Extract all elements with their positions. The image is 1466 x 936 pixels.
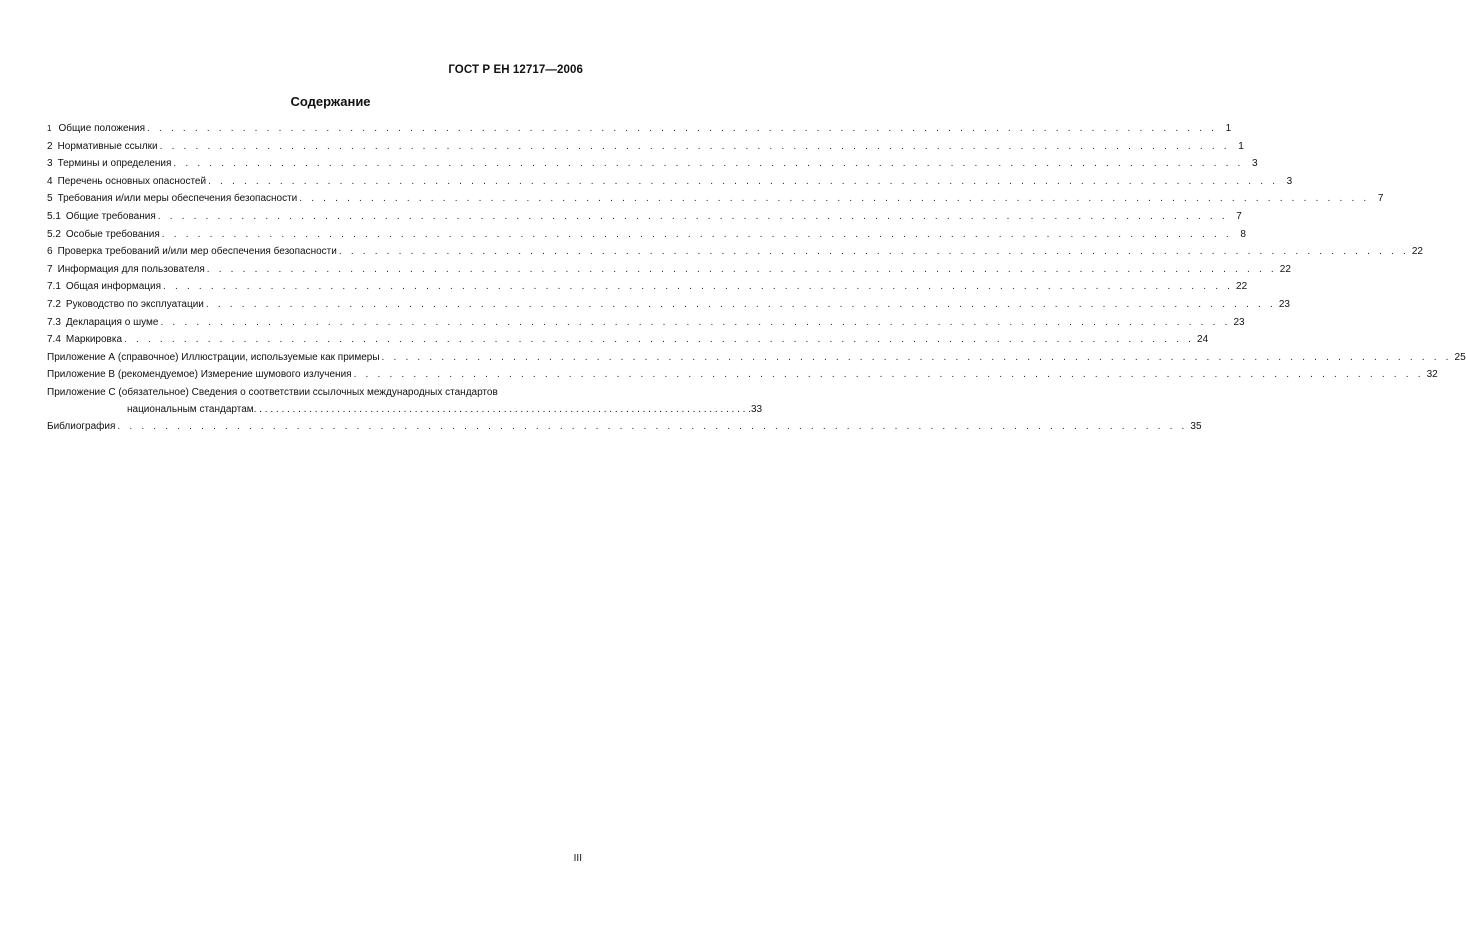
toc-dot-leader: . . . . . . . . . . . . . . . . . . . . . . . . . . . . . . . . . . . . . . . . . . . . . . . . . . . . . . . . . . . . . . . . . . . . . . . . . . . . . . . . . . . . . . . . . . [159, 140, 1230, 152]
toc-entry-title: Библиография [47, 420, 116, 432]
toc-entry-number: 2 [47, 140, 53, 152]
toc-dot-leader: . . . . . . . . . . . . . . . . . . . . . . . . . . . . . . . . . . . . . . . . . . . . . . . . . . . . . . . . . . . . . . . . . . . . . . . . . . . . . . . . . . . . . . . . . . [253, 403, 751, 415]
toc-dot-leader: . . . . . . . . . . . . . . . . . . . . . . . . . . . . . . . . . . . . . . . . . . . . . . . . . . . . . . . . . . . . . . . . . . . . . . . . . . . . . . . . . . . . . . . . . . [205, 298, 1276, 310]
toc-entry-page: 7 [1236, 210, 1242, 222]
toc-entry-title: Общие требования [65, 210, 156, 222]
toc-entry-title: Перечень основных опасностей [57, 175, 207, 187]
document-code: ГОСТ Р ЕН 12717—2006 [448, 64, 583, 76]
toc-dot-leader: . . . . . . . . . . . . . . . . . . . . . . . . . . . . . . . . . . . . . . . . . . . . . . . . . . . . . . . . . . . . . . . . . . . . . . . . . . . . . . . . . . . . . . . . . . [117, 420, 1188, 432]
toc-entry-page: 24 [1197, 334, 1209, 346]
toc-entry-title: Термины и определения [57, 158, 172, 170]
toc-entry-bibliography[interactable] [47, 418, 1202, 436]
toc-dot-leader: . . . . . . . . . . . . . . . . . . . . . . . . . . . . . . . . . . . . . . . . . . . . . . . . . . . . . . . . . . . . . . . . . . . . . . . . . . . . . . . . . . . . . . . . . . [173, 158, 1244, 170]
toc-entry-page: 1 [1238, 140, 1244, 152]
toc-entry-page: 25 [1454, 351, 1466, 363]
toc-entry-number: 5 [47, 193, 53, 205]
toc-entry[interactable] [47, 261, 1291, 279]
toc-entry-number: 6 [47, 246, 53, 258]
table-of-contents [47, 120, 1466, 436]
toc-entry[interactable] [47, 314, 1245, 332]
toc-entry[interactable] [47, 120, 1232, 138]
toc-entry-number: 1 [47, 124, 52, 133]
toc-entry-number: 7.1 [47, 281, 61, 293]
toc-entry[interactable] [47, 278, 1248, 296]
toc-entry-title: Особые требования [65, 228, 160, 240]
toc-entry-number: 4 [47, 175, 53, 187]
toc-entry-title-line1: Приложение С (обязательное) Сведения о соответствии ссылочных международных стандартов [47, 386, 498, 398]
toc-entry-number: 7.3 [47, 316, 61, 328]
toc-dot-leader: . . . . . . . . . . . . . . . . . . . . . . . . . . . . . . . . . . . . . . . . . . . . . . . . . . . . . . . . . . . . . . . . . . . . . . . . . . . . . . . . . . . . . . . . . . [353, 369, 1424, 381]
toc-entry[interactable] [47, 208, 1242, 226]
toc-entry-page: 32 [1426, 369, 1438, 381]
toc-entry-page: 3 [1251, 158, 1258, 170]
toc-dot-leader: . . . . . . . . . . . . . . . . . . . . . . . . . . . . . . . . . . . . . . . . . . . . . . . . . . . . . . . . . . . . . . . . . . . . . . . . . . . . . . . . . . . . . . . . . . [160, 316, 1231, 328]
toc-entry-appendix-c[interactable] [47, 384, 763, 418]
toc-entry-title-line2: национальным стандартам [127, 403, 254, 415]
toc-entry-page: 23 [1278, 298, 1290, 310]
toc-entry-number: 5.1 [47, 210, 61, 222]
toc-entry-title: Приложение А (справочное) Иллюстрации, используемые как примеры [47, 351, 380, 363]
toc-entry[interactable] [47, 243, 1423, 261]
toc-entry-number: 7.2 [47, 298, 61, 310]
toc-title: Содержание [290, 94, 371, 109]
toc-entry-appendix-a[interactable] [47, 349, 1466, 367]
toc-dot-leader: . . . . . . . . . . . . . . . . . . . . . . . . . . . . . . . . . . . . . . . . . . . . . . . . . . . . . . . . . . . . . . . . . . . . . . . . . . . . . . . . . . . . . . . . . . [208, 175, 1279, 187]
toc-entry-title: Общие положения [58, 123, 146, 134]
toc-entry[interactable] [47, 190, 1384, 208]
toc-entry[interactable] [47, 296, 1290, 314]
toc-entry-number: 5.2 [47, 228, 61, 240]
toc-entry-title: Руководство по эксплуатации [65, 298, 204, 310]
toc-dot-leader: . . . . . . . . . . . . . . . . . . . . . . . . . . . . . . . . . . . . . . . . . . . . . . . . . . . . . . . . . . . . . . . . . . . . . . . . . . . . . . . . . . . . . . . . . . [161, 228, 1232, 240]
toc-entry-title: Проверка требований и/или мер обеспечения безопасности [57, 246, 337, 258]
toc-entry-page: 35 [1190, 420, 1202, 432]
toc-entry[interactable] [47, 138, 1244, 156]
toc-entry-page: 3 [1286, 175, 1293, 187]
toc-entry-number: 7 [47, 263, 53, 275]
toc-dot-leader: . . . . . . . . . . . . . . . . . . . . . . . . . . . . . . . . . . . . . . . . . . . . . . . . . . . . . . . . . . . . . . . . . . . . . . . . . . . . . . . . . . . . . . . . . . [299, 193, 1370, 205]
toc-entry[interactable] [47, 226, 1246, 244]
toc-entry-title: Приложение В (рекомендуемое) Измерение шумового излучения [47, 369, 352, 381]
toc-entry[interactable] [47, 155, 1258, 173]
toc-entry-title: Декларация о шуме [65, 316, 159, 328]
toc-entry-page: 8 [1240, 228, 1246, 240]
toc-entry-title: Общая информация [65, 281, 162, 293]
toc-entry-title: Требования и/или меры обеспечения безопасности [57, 193, 298, 205]
toc-dot-leader: . . . . . . . . . . . . . . . . . . . . . . . . . . . . . . . . . . . . . . . . . . . . . . . . . . . . . . . . . . . . . . . . . . . . . . . . . . . . . . . . . . . . . . . . . . [157, 210, 1228, 222]
toc-entry[interactable] [47, 331, 1209, 349]
toc-dot-leader: . . . . . . . . . . . . . . . . . . . . . . . . . . . . . . . . . . . . . . . . . . . . . . . . . . . . . . . . . . . . . . . . . . . . . . . . . . . . . . . . . . . . . . . . . . [381, 351, 1452, 363]
toc-entry-number: 3 [47, 158, 53, 170]
toc-dot-leader: . . . . . . . . . . . . . . . . . . . . . . . . . . . . . . . . . . . . . . . . . . . . . . . . . . . . . . . . . . . . . . . . . . . . . . . . . . . . . . . . . . . . . . . . . . [206, 263, 1277, 275]
toc-entry-appendix-b[interactable] [47, 366, 1438, 384]
toc-entry-page: 33 [750, 403, 763, 415]
toc-entry-title: Нормативные ссылки [57, 140, 158, 152]
toc-entry-page: 22 [1411, 246, 1423, 258]
toc-entry-title: Информация для пользователя [57, 263, 205, 275]
toc-entry-title: Маркировка [65, 334, 123, 346]
toc-entry-page: 7 [1377, 193, 1384, 205]
toc-dot-leader: . . . . . . . . . . . . . . . . . . . . . . . . . . . . . . . . . . . . . . . . . . . . . . . . . . . . . . . . . . . . . . . . . . . . . . . . . . . . . . . . . . . . . . . . . . [124, 334, 1195, 346]
toc-entry-page: 22 [1236, 281, 1248, 293]
toc-entry[interactable] [47, 173, 1293, 191]
toc-dot-leader: . . . . . . . . . . . . . . . . . . . . . . . . . . . . . . . . . . . . . . . . . . . . . . . . . . . . . . . . . . . . . . . . . . . . . . . . . . . . . . . . . . . . . . . . . . [147, 123, 1218, 134]
toc-entry-page: 1 [1225, 123, 1232, 134]
page-number: III [573, 853, 582, 864]
toc-entry-page: 22 [1279, 263, 1291, 275]
toc-dot-leader: . . . . . . . . . . . . . . . . . . . . . . . . . . . . . . . . . . . . . . . . . . . . . . . . . . . . . . . . . . . . . . . . . . . . . . . . . . . . . . . . . . . . . . . . . . [338, 246, 1409, 258]
toc-entry-page: 23 [1233, 316, 1245, 328]
toc-dot-leader: . . . . . . . . . . . . . . . . . . . . . . . . . . . . . . . . . . . . . . . . . . . . . . . . . . . . . . . . . . . . . . . . . . . . . . . . . . . . . . . . . . . . . . . . . . [163, 281, 1234, 293]
toc-entry-number: 7.4 [47, 334, 61, 346]
